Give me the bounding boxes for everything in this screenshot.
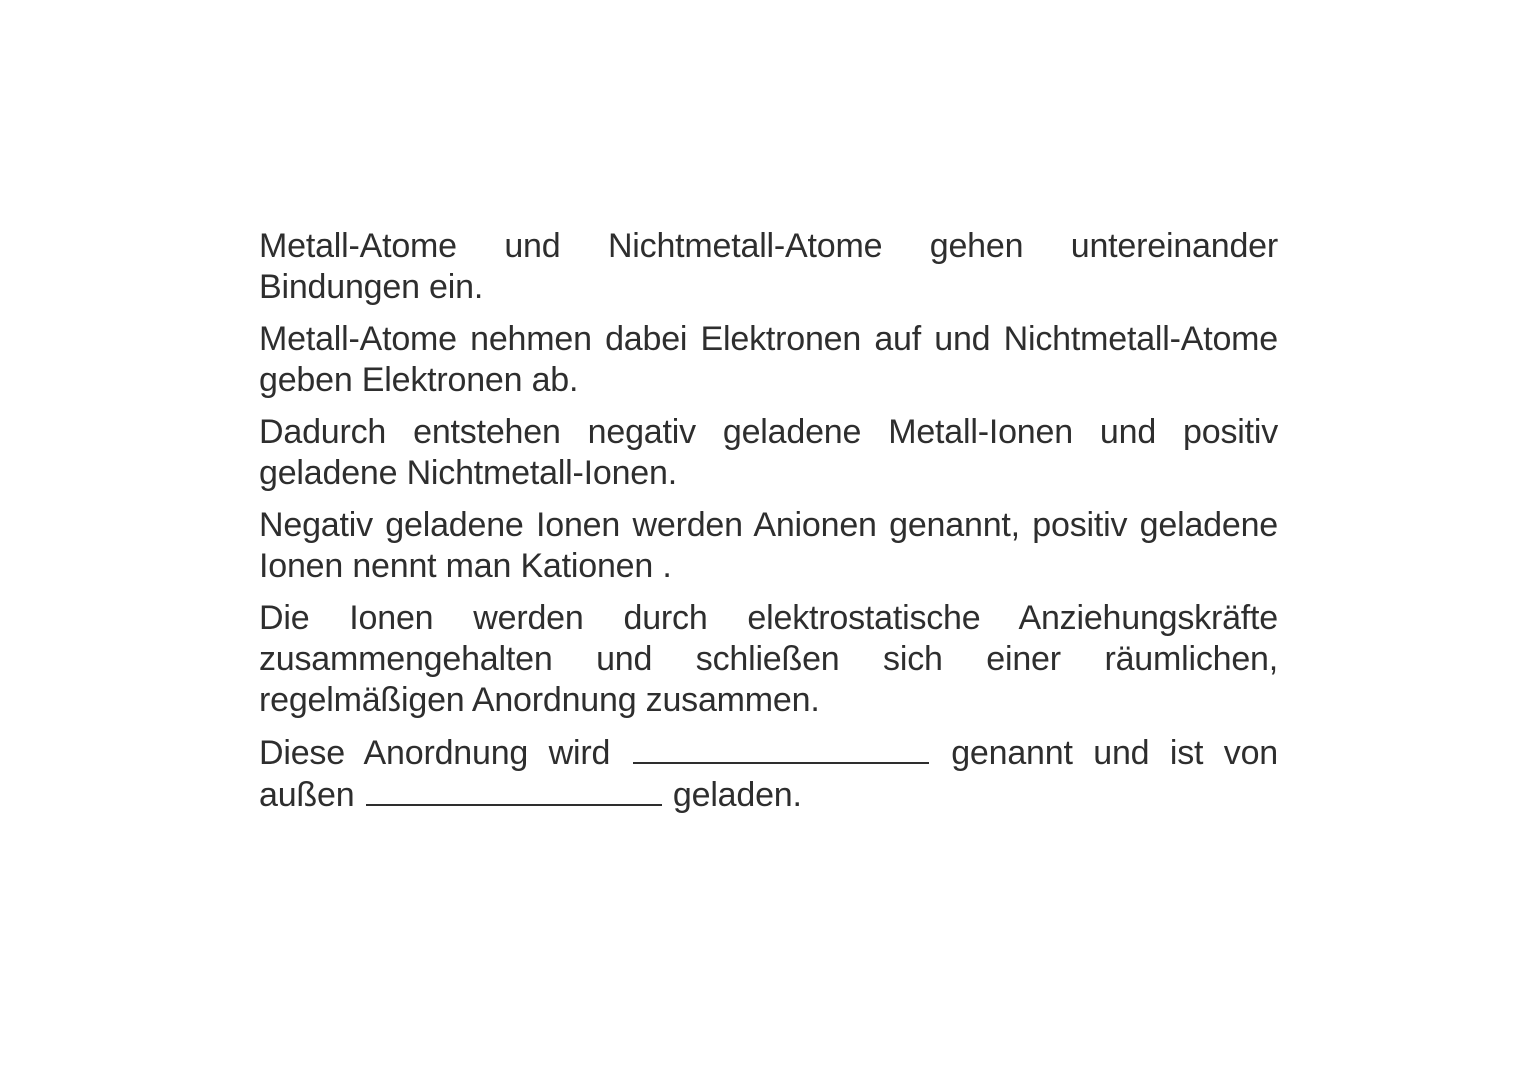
paragraph-2: Metall-Atome nehmen dabei Elektronen auf und Nichtmetall-Atome geben Elektronen ab.: [259, 320, 1278, 399]
worksheet-text: [259, 226, 1278, 827]
paragraph-1: Metall-Atome und Nichtmetall-Atome gehen untereinander Bindungen ein.: [259, 227, 1278, 306]
paragraph-3: Dadurch entstehen negativ geladene Metall-Ionen und positiv geladene Nichtmetall-Ionen.: [259, 413, 1278, 492]
fill-in-blank-1[interactable]: [633, 732, 929, 764]
paragraph-6-fill-in: [259, 732, 1278, 816]
paragraph-4: Negativ geladene Ionen werden Anionen genannt, positiv geladene Ionen nennt man Kationen .: [259, 506, 1278, 585]
fill-in-blank-2[interactable]: [366, 774, 662, 806]
fill-in-text-1: Diese Anordnung wird: [259, 734, 611, 772]
fill-in-text-2: genannt und ist von außen: [259, 734, 1278, 814]
paragraph-5: Die Ionen werden durch elektrostatische Anziehungskräfte zusammengehalten und schließen sich einer räumlichen, regelmäßigen Anordnung zusammen.: [259, 599, 1278, 719]
fill-in-text-3: geladen.: [672, 776, 802, 814]
